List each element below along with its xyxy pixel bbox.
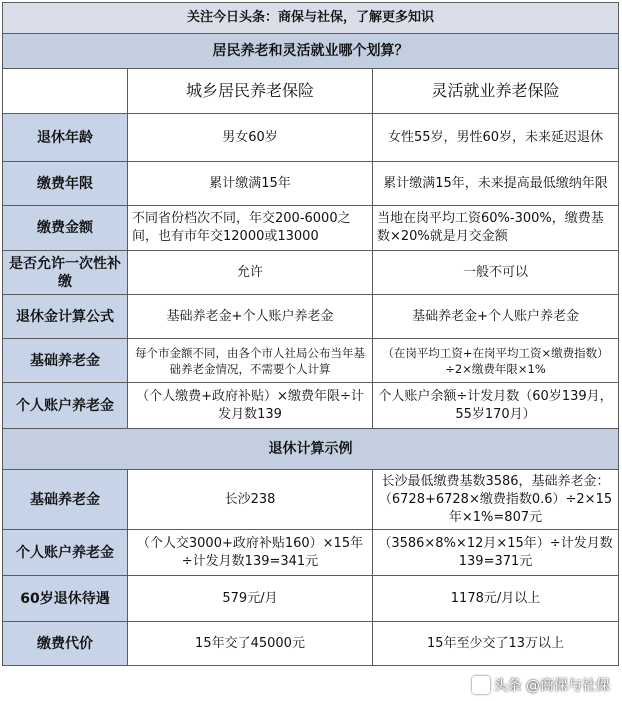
cell-flexible: 女性55岁，男性60岁，未来延迟退休: [373, 114, 619, 162]
row-retirement-age: [3, 114, 619, 162]
cell-flexible: 1178元/月以上: [373, 576, 619, 622]
row-label: 缴费年限: [3, 162, 128, 206]
row-payment-amount: [3, 206, 619, 251]
banner-text: 关注今日头条：商保与社保，了解更多知识: [3, 3, 619, 34]
row-label: 个人账户养老金: [3, 530, 128, 576]
cell-flexible: 个人账户余额÷计发月数（60岁139月，55岁170月）: [373, 383, 619, 429]
title-row: [3, 34, 619, 69]
cell-flexible: 长沙最低缴费基数3586，基础养老金：（6728+6728×缴费指数0.6）÷2×15年×1%=807元: [373, 470, 619, 530]
cell-urban-rural: （个人交3000+政府补贴160）×15年÷计发月数139=341元: [128, 530, 373, 576]
comparison-sheet: [2, 2, 618, 699]
column-header-row: [3, 69, 619, 114]
cell-urban-rural: 累计缴满15年: [128, 162, 373, 206]
row-label: 60岁退休待遇: [3, 576, 128, 622]
row-basic-pension: [3, 339, 619, 383]
banner-row: [3, 3, 619, 34]
watermark: [472, 675, 610, 695]
column-header-flexible: 灵活就业养老保险: [373, 69, 619, 114]
cell-flexible: 累计缴满15年，未来提高最低缴纳年限: [373, 162, 619, 206]
cell-urban-rural: 长沙238: [128, 470, 373, 530]
cell-urban-rural: 基础养老金+个人账户养老金: [128, 295, 373, 339]
row-label: 基础养老金: [3, 339, 128, 383]
row-payment-years: [3, 162, 619, 206]
table-title: 居民养老和灵活就业哪个划算？: [3, 34, 619, 69]
toutiao-logo-icon: [472, 676, 490, 694]
row-example-cost: [3, 622, 619, 666]
watermark-text: 头条 @商保与社保: [493, 678, 610, 694]
row-label: 缴费金额: [3, 206, 128, 251]
row-example-basic-pension: [3, 470, 619, 530]
row-lump-sum: [3, 251, 619, 295]
cell-urban-rural: 每个市金额不同，由各个市人社局公布当年基础养老金情况，不需要个人计算: [128, 339, 373, 383]
comparison-table: [2, 2, 619, 666]
section-row: [3, 429, 619, 470]
cell-flexible: 当地在岗平均工资60%-300%，缴费基数×20%就是月交金额: [373, 206, 619, 251]
cell-urban-rural: 允许: [128, 251, 373, 295]
cell-flexible: （在岗平均工资+在岗平均工资×缴费指数）÷2×缴费年限×1%: [373, 339, 619, 383]
row-example-benefit: [3, 576, 619, 622]
cell-urban-rural: 男女60岁: [128, 114, 373, 162]
row-label: 个人账户养老金: [3, 383, 128, 429]
cell-flexible: 基础养老金+个人账户养老金: [373, 295, 619, 339]
section-title: 退休计算示例: [3, 429, 619, 470]
row-label: 是否允许一次性补缴: [3, 251, 128, 295]
cell-flexible: 15年至少交了13万以上: [373, 622, 619, 666]
cell-flexible: 一般不可以: [373, 251, 619, 295]
cell-urban-rural: 579元/月: [128, 576, 373, 622]
row-example-personal-account: [3, 530, 619, 576]
row-label: 基础养老金: [3, 470, 128, 530]
row-label: 退休年龄: [3, 114, 128, 162]
row-formula: [3, 295, 619, 339]
row-personal-account: [3, 383, 619, 429]
cell-flexible: （3586×8%×12月×15年）÷计发月数139=371元: [373, 530, 619, 576]
corner-cell: [3, 69, 128, 114]
column-header-urban-rural: 城乡居民养老保险: [128, 69, 373, 114]
cell-urban-rural: 不同省份档次不同，年交200-6000之间，也有市年交12000或13000: [128, 206, 373, 251]
row-label: 缴费代价: [3, 622, 128, 666]
cell-urban-rural: （个人缴费+政府补贴）×缴费年限÷计发月数139: [128, 383, 373, 429]
cell-urban-rural: 15年交了45000元: [128, 622, 373, 666]
row-label: 退休金计算公式: [3, 295, 128, 339]
